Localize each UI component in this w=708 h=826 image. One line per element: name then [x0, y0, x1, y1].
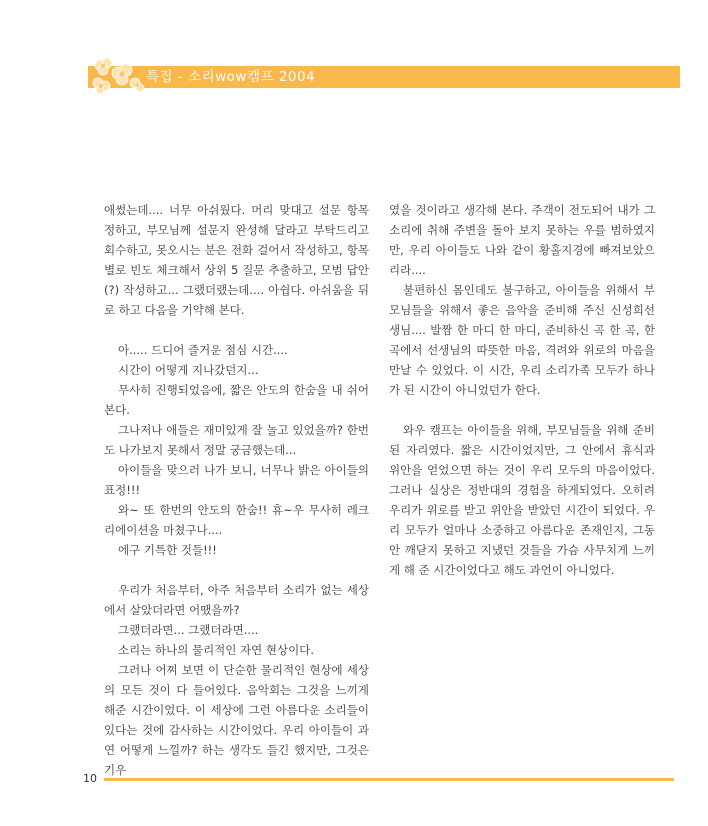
- paragraph: 였을 것이라고 생각해 본다. 주객이 전도되어 내가 그 소리에 취해 주변을 돌아 보지 못하는 우를 범하였지만, 우리 아이들도 나와 같이 황홀지경에 빠져보았으리라....: [389, 203, 655, 277]
- paragraph: 소리는 하나의 물리적인 자연 현상이다.: [118, 643, 315, 657]
- paragraph: 아이들을 맞으러 나가 보니, 너무나 밝은 아이들의 표정!!!: [104, 463, 369, 497]
- paragraph-gap: [104, 320, 369, 340]
- paragraph: 시간이 어떻게 지나갔던지...: [118, 363, 259, 377]
- paragraph: 그러나 어찌 보면 이 단순한 물리적인 현상에 세상의 모든 것이 다 들어있다. 음악회는 그것을 느끼게 해준 시간이었다. 이 세상에 그런 아름다운 소리들이 있다는 것에 감사하는 시간이었다. 우리 아이들이 과연 어떻게 느낄까? 하는 생각도 들긴 했지만, 그것은 기우: [104, 663, 369, 777]
- paragraph: 아..... 드디어 즐거운 점심 시간....: [118, 343, 288, 357]
- flower-cluster-icon: [88, 55, 146, 95]
- page-number: 10: [83, 772, 97, 785]
- page-title: 특집 - 소리wow캠프 2004: [146, 69, 316, 85]
- paragraph: 애썼는데.... 너무 아쉬웠다. 머리 맞대고 설문 항목 정하고, 부모님께 설문지 완성해 달라고 부탁드리고 회수하고, 못오시는 분은 전화 걸어서 작성하고, 항목별로 빈도 체크해서 상위 5 질문 추출하고, 모범 답안(?) 작성하고... 그랬더랬는데.... 아쉽다. 아쉬움을 뒤로 하고 다음을 기약해 본다.: [104, 203, 369, 317]
- paragraph: 그랬더라면... 그랬더라면....: [118, 623, 259, 637]
- paragraph-gap: [389, 400, 655, 420]
- paragraph: 우리가 처음부터, 아주 처음부터 소리가 없는 세상에서 살았더라면 어땠을까?: [104, 583, 369, 617]
- article-column-left: [104, 200, 369, 780]
- paragraph: 불편하신 몸인데도 불구하고, 아이들을 위해서 부모님들을 위해서 좋은 음악을 준비해 주신 신성희선생님.... 발짬 한 마디 한 마디, 준비하신 곡 한 곡, 한 곡에서 선생님의 따뜻한 마음, 격려와 위로의 마음을 만날 수 있었다. 이 시간, 우리 소리가족 모두가 하나가 된 시간이 아니었던가 한다.: [389, 283, 655, 397]
- paragraph: 무사히 진행되었음에, 짧은 안도의 한숨을 내 쉬어본다.: [104, 383, 369, 417]
- paragraph: 그나저나 애들은 재미있게 잘 놀고 있었을까? 한번도 나가보지 못해서 정말 궁금했는데...: [104, 423, 369, 457]
- footer-rule: [104, 778, 674, 781]
- paragraph: 에구 기특한 것들!!!: [118, 543, 217, 557]
- paragraph: 와우 캠프는 아이들을 위해, 부모님들을 위해 준비된 자리였다. 짧은 시간이었지만, 그 안에서 휴식과 위안을 얻었으면 하는 것이 우리 모두의 마음이었다. 그러나 실상은 정반대의 경험을 하게되었다. 오히려 우리가 위로를 받고 위안을 받았던 시간이 되었다. 우리 모두가 얼마나 소중하고 아름다운 존재인지, 그동안 깨닫지 못하고 지냈던 것들을 가슴 사무치게 느끼게 해 준 시간이었다고 해도 과언이 아니었다.: [389, 423, 655, 577]
- article-column-right: [389, 200, 655, 580]
- paragraph-gap: [104, 560, 369, 580]
- paragraph: 와~ 또 한번의 안도의 한숨!! 휴~우 무사히 레크리에이션을 마쳤구나....: [104, 503, 369, 537]
